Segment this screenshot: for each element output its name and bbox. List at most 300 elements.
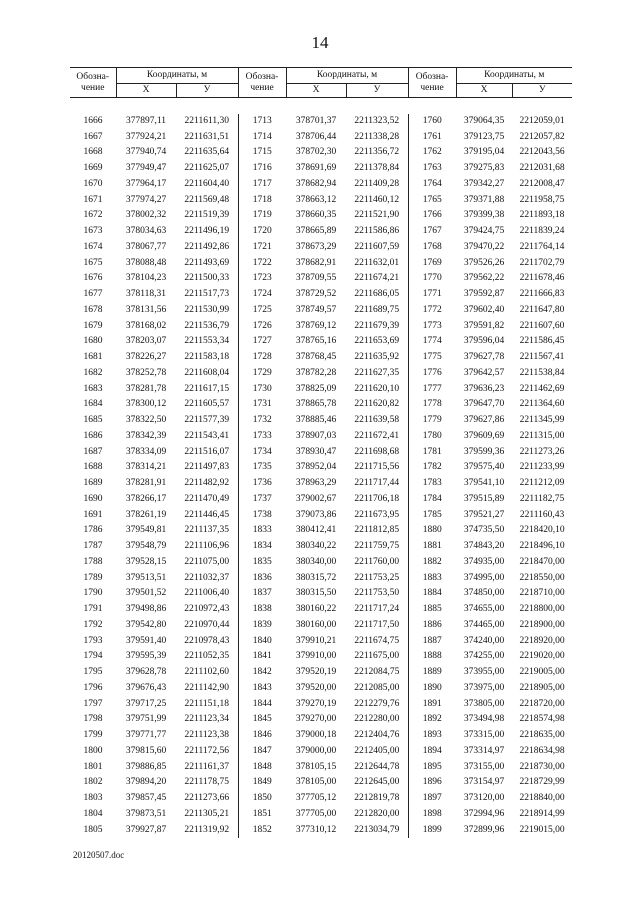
y-value: 2218710,00 — [519, 588, 565, 599]
y-value: 2211409,28 — [354, 178, 400, 189]
table-row — [70, 397, 572, 413]
y-value: 2211470,49 — [184, 493, 230, 504]
x-value: 378782,28 — [295, 367, 337, 378]
x-value: 373955,00 — [463, 667, 505, 677]
y-value: 2211536,79 — [184, 320, 230, 331]
x-value: 378963,29 — [295, 478, 337, 488]
y-value: 2211530,99 — [184, 304, 230, 315]
y-value: 2211620,10 — [354, 383, 400, 394]
table-row — [70, 114, 572, 130]
point-id: 1736 — [238, 476, 286, 492]
point-id: 1674 — [83, 241, 103, 252]
x-value: 378088,48 — [125, 257, 167, 268]
y-value: 2212280,00 — [354, 714, 400, 725]
point-id: 1771 — [408, 287, 456, 303]
table-row — [70, 460, 572, 476]
point-id: 1833 — [238, 523, 286, 539]
point-id: 1802 — [83, 777, 103, 788]
x-value: 379513,51 — [125, 572, 167, 583]
x-value: 378261,19 — [125, 509, 167, 520]
table-row — [70, 665, 572, 681]
x-value: 379528,15 — [125, 556, 167, 567]
x-value: 377310,12 — [295, 824, 337, 835]
x-value: 378314,21 — [125, 462, 167, 473]
y-value: 2211702,79 — [519, 257, 565, 268]
y-value: 2212404,76 — [354, 730, 400, 740]
x-value: 379342,27 — [463, 178, 505, 189]
x-value: 379609,69 — [463, 430, 505, 441]
x-value: 378665,89 — [295, 226, 337, 236]
x-value: 378118,31 — [125, 289, 167, 299]
y-value: 2211715,56 — [354, 462, 400, 473]
x-value: 377964,17 — [125, 178, 167, 189]
point-id: 1783 — [408, 476, 456, 492]
point-id: 1839 — [238, 618, 286, 634]
table-row — [70, 744, 572, 760]
y-value: 2211102,60 — [184, 667, 229, 677]
y-value: 2211627,35 — [354, 367, 400, 378]
x-value: 373154,97 — [463, 777, 505, 788]
x-value: 379526,26 — [463, 257, 505, 268]
point-id: 1678 — [83, 304, 103, 315]
point-id: 1686 — [83, 430, 103, 441]
point-id: 1722 — [238, 256, 286, 272]
x-value: 373315,00 — [463, 730, 505, 740]
x-value: 379470,22 — [463, 241, 505, 252]
x-value: 378168,02 — [125, 320, 167, 331]
x-value: 378930,47 — [295, 446, 337, 457]
point-id: 1714 — [238, 130, 286, 146]
x-value: 378034,63 — [125, 226, 167, 236]
table-row — [70, 130, 572, 146]
y-value: 2211273,26 — [519, 446, 565, 457]
y-value: 2211675,00 — [354, 651, 400, 662]
point-id: 1791 — [83, 604, 103, 614]
x-value: 379520,19 — [295, 667, 337, 677]
y-value: 2211182,75 — [519, 493, 565, 504]
point-id: 1888 — [408, 649, 456, 665]
x-value: 379886,85 — [125, 761, 167, 772]
point-id: 1737 — [238, 492, 286, 508]
point-id: 1895 — [408, 760, 456, 776]
table-row — [70, 649, 572, 665]
y-value: 2211686,05 — [354, 289, 400, 299]
table-row — [70, 256, 572, 272]
y-value: 2211958,75 — [519, 194, 565, 205]
table-row — [70, 382, 572, 398]
x-value: 378322,50 — [125, 415, 167, 425]
point-id: 1787 — [83, 541, 103, 551]
y-value: 2212644,78 — [354, 761, 400, 772]
y-value: 2211679,39 — [354, 320, 400, 331]
y-value: 2212008,47 — [519, 178, 565, 189]
x-value: 377949,47 — [125, 163, 167, 173]
point-id: 1843 — [238, 681, 286, 697]
x-value: 379399,38 — [463, 210, 505, 221]
x-value: 378067,77 — [125, 241, 167, 252]
y-value: 2211123,38 — [184, 730, 229, 740]
point-id: 1837 — [238, 586, 286, 602]
point-id: 1788 — [83, 556, 103, 567]
point-id: 1789 — [83, 572, 103, 583]
table-row — [70, 413, 572, 429]
y-value: 2211617,15 — [184, 383, 230, 394]
x-value: 379275,83 — [463, 163, 505, 173]
y-value: 2211689,75 — [354, 304, 400, 315]
y-value: 2211839,24 — [519, 226, 565, 236]
x-value: 378765,16 — [295, 336, 337, 347]
x-value: 377897,11 — [125, 115, 167, 126]
table-row — [70, 350, 572, 366]
table-row — [70, 728, 572, 744]
x-value: 379873,51 — [125, 808, 167, 819]
point-id: 1729 — [238, 366, 286, 382]
x-value: 378673,29 — [295, 241, 337, 252]
x-value: 374465,00 — [463, 619, 505, 630]
point-id: 1691 — [83, 509, 103, 520]
point-id: 1716 — [238, 161, 286, 177]
x-value: 378334,09 — [125, 446, 167, 457]
y-value: 2211123,34 — [184, 714, 229, 725]
y-value: 2211577,39 — [184, 415, 230, 425]
x-value: 380160,22 — [295, 604, 337, 614]
y-value: 2211492,86 — [184, 241, 230, 252]
y-value: 2211673,95 — [354, 509, 400, 520]
y-value: 2213034,79 — [354, 824, 400, 835]
y-value: 2211446,45 — [184, 509, 230, 520]
table-row — [70, 712, 572, 728]
y-value: 2211672,41 — [354, 430, 400, 441]
y-value: 2211647,80 — [519, 304, 565, 315]
point-id: 1841 — [238, 649, 286, 665]
point-id: 1897 — [408, 791, 456, 807]
x-value: 378105,15 — [295, 761, 337, 772]
point-id: 1885 — [408, 602, 456, 618]
table-row — [70, 193, 572, 209]
point-id: 1798 — [83, 714, 103, 725]
y-value: 2211586,86 — [354, 226, 400, 236]
point-id: 1776 — [408, 366, 456, 382]
x-value: 373120,00 — [463, 793, 505, 803]
x-value: 379642,57 — [463, 367, 505, 378]
y-value: 2211538,84 — [519, 367, 565, 378]
x-value: 377705,12 — [295, 793, 337, 803]
y-value: 2211611,30 — [184, 115, 229, 126]
x-value: 379371,88 — [463, 194, 505, 205]
x-value: 379000,00 — [295, 745, 337, 756]
point-id: 1688 — [83, 462, 103, 473]
y-header-2: У — [346, 84, 408, 98]
x-value: 379270,00 — [295, 714, 337, 725]
x-value: 379548,79 — [125, 541, 167, 551]
y-value: 2211519,39 — [184, 210, 230, 221]
designation-header-3: Обозна- чение — [408, 68, 456, 98]
y-value: 2211764,14 — [519, 241, 565, 252]
designation-header-2: Обозна- чение — [238, 68, 286, 98]
y-value: 2211106,96 — [184, 541, 229, 551]
y-value: 2211233,99 — [519, 462, 565, 473]
y-value: 2211698,68 — [354, 446, 400, 457]
y-value: 2211006,40 — [184, 588, 230, 599]
x-value: 379575,40 — [463, 462, 505, 473]
x-value: 374843,20 — [463, 541, 505, 551]
point-id: 1735 — [238, 460, 286, 476]
point-id: 1715 — [238, 145, 286, 161]
point-id: 1780 — [408, 429, 456, 445]
table-row — [70, 492, 572, 508]
point-id: 1734 — [238, 445, 286, 461]
point-id: 1899 — [408, 823, 456, 839]
y-value: 2218905,00 — [519, 682, 565, 693]
table-row — [70, 161, 572, 177]
point-id: 1842 — [238, 665, 286, 681]
point-id: 1785 — [408, 508, 456, 524]
y-value: 2212279,76 — [354, 698, 400, 709]
point-id: 1763 — [408, 161, 456, 177]
point-id: 1884 — [408, 586, 456, 602]
y-value: 2212405,00 — [354, 745, 400, 756]
y-value: 2218920,00 — [519, 635, 565, 646]
x-value: 379815,60 — [125, 745, 167, 756]
y-value: 2211586,45 — [519, 336, 565, 347]
y-value: 2218800,00 — [519, 604, 565, 614]
y-value: 2212043,56 — [519, 147, 565, 158]
point-id: 1800 — [83, 745, 103, 756]
point-id: 1769 — [408, 256, 456, 272]
y-value: 2211569,48 — [184, 194, 230, 205]
point-id: 1891 — [408, 697, 456, 713]
x-value: 380315,50 — [295, 588, 337, 599]
point-id: 1845 — [238, 712, 286, 728]
x-value: 379751,99 — [125, 714, 167, 725]
y-value: 2211172,56 — [184, 745, 229, 756]
point-id: 1768 — [408, 240, 456, 256]
y-value: 2211608,04 — [184, 367, 230, 378]
x-value: 378769,12 — [295, 320, 337, 331]
point-id: 1782 — [408, 460, 456, 476]
point-id: 1881 — [408, 539, 456, 555]
y-header-1: У — [176, 84, 238, 98]
table-row — [70, 177, 572, 193]
y-value: 2218635,00 — [519, 730, 565, 740]
y-value: 2218730,00 — [519, 761, 565, 772]
x-value: 378660,35 — [295, 210, 337, 221]
y-value: 2211759,75 — [354, 541, 400, 551]
y-value: 2211364,60 — [519, 399, 565, 410]
x-value: 379591,40 — [125, 635, 167, 646]
point-id: 1894 — [408, 744, 456, 760]
x-value: 378952,04 — [295, 462, 337, 473]
point-id: 1720 — [238, 224, 286, 240]
x-value: 378825,09 — [295, 383, 337, 394]
x-value: 379002,67 — [295, 493, 337, 504]
point-id: 1671 — [83, 194, 103, 205]
table-row — [70, 429, 572, 445]
y-value: 2211717,44 — [354, 478, 400, 488]
x-value: 380315,72 — [295, 572, 337, 583]
table-row — [70, 634, 572, 650]
y-value: 2211356,72 — [354, 147, 400, 158]
y-value: 2211753,50 — [354, 588, 400, 599]
table-row — [70, 602, 572, 618]
x-value: 379270,19 — [295, 698, 337, 709]
y-value: 2211553,34 — [184, 336, 230, 347]
x-value: 379195,04 — [463, 147, 505, 158]
y-value: 2211674,75 — [354, 635, 400, 646]
table-row — [70, 319, 572, 335]
point-id: 1847 — [238, 744, 286, 760]
x-value: 379520,00 — [295, 682, 337, 693]
page-number: 14 — [311, 33, 329, 52]
point-id: 1835 — [238, 555, 286, 571]
table-row — [70, 760, 572, 776]
y-value: 2211151,18 — [184, 698, 229, 709]
point-id: 1774 — [408, 334, 456, 350]
x-value: 378682,94 — [295, 178, 337, 189]
x-value: 378709,55 — [295, 273, 337, 284]
y-value: 2211567,41 — [519, 352, 565, 362]
point-id: 1778 — [408, 397, 456, 413]
x-value: 379515,89 — [463, 493, 505, 504]
x-value: 380340,22 — [295, 541, 337, 551]
table-row — [70, 508, 572, 524]
x-value: 378104,23 — [125, 273, 167, 284]
point-id: 1840 — [238, 634, 286, 650]
table-row — [70, 571, 572, 587]
table-row — [70, 476, 572, 492]
table-row — [70, 539, 572, 555]
y-value: 2211378,84 — [354, 163, 400, 173]
x-value: 378885,46 — [295, 415, 337, 425]
y-value: 2211032,37 — [184, 572, 230, 583]
x-value: 373805,00 — [463, 698, 505, 709]
point-id: 1779 — [408, 413, 456, 429]
point-id: 1770 — [408, 271, 456, 287]
point-id: 1801 — [83, 761, 103, 772]
x-value: 379602,40 — [463, 304, 505, 315]
x-value: 379549,81 — [125, 525, 167, 536]
x-value: 378266,17 — [125, 493, 167, 504]
point-id: 1725 — [238, 303, 286, 319]
point-id: 1687 — [83, 446, 103, 457]
point-id: 1893 — [408, 728, 456, 744]
x-value: 372994,96 — [463, 808, 505, 819]
y-value: 2218420,10 — [519, 525, 565, 536]
x-value: 379064,35 — [463, 115, 505, 126]
point-id: 1727 — [238, 334, 286, 350]
point-id: 1793 — [83, 635, 103, 646]
point-id: 1738 — [238, 508, 286, 524]
table-row — [70, 775, 572, 791]
y-value: 2212645,00 — [354, 777, 400, 788]
table-row — [70, 145, 572, 161]
y-value: 2211604,40 — [184, 178, 230, 189]
point-id: 1765 — [408, 193, 456, 209]
y-value: 2211161,37 — [184, 761, 229, 772]
y-value: 2218574,98 — [519, 714, 565, 725]
point-id: 1669 — [83, 163, 103, 173]
x-value: 378729,52 — [295, 289, 337, 299]
x-value: 379123,75 — [463, 131, 505, 142]
x-value: 379636,23 — [463, 383, 505, 394]
x-value: 379498,86 — [125, 604, 167, 614]
x-value: 377940,74 — [125, 147, 167, 158]
y-value: 2212084,75 — [354, 667, 400, 677]
x-value: 379627,78 — [463, 352, 505, 362]
x-value: 378907,03 — [295, 430, 337, 441]
x-header-3: X — [456, 84, 512, 98]
x-value: 379521,27 — [463, 509, 505, 520]
point-id: 1848 — [238, 760, 286, 776]
x-value: 380412,41 — [295, 525, 337, 536]
point-id: 1803 — [83, 793, 103, 803]
x-value: 378226,27 — [125, 352, 167, 362]
x-value: 378281,91 — [125, 478, 167, 488]
x-value: 379000,18 — [295, 730, 337, 740]
point-id: 1670 — [83, 178, 103, 189]
x-value: 379562,22 — [463, 273, 505, 284]
table-row — [70, 224, 572, 240]
point-id: 1898 — [408, 807, 456, 823]
point-id: 1717 — [238, 177, 286, 193]
point-id: 1731 — [238, 397, 286, 413]
point-id: 1781 — [408, 445, 456, 461]
x-value: 379595,39 — [125, 651, 167, 662]
y-value: 2210970,44 — [184, 619, 230, 630]
y-value: 2211678,46 — [519, 273, 565, 284]
y-value: 2211315,00 — [519, 430, 565, 441]
x-value: 380340,00 — [295, 556, 337, 567]
point-id: 1784 — [408, 492, 456, 508]
point-id: 1834 — [238, 539, 286, 555]
y-value: 2211543,41 — [184, 430, 230, 441]
y-value: 2211516,07 — [184, 446, 230, 457]
y-value: 2219005,00 — [519, 667, 565, 677]
y-value: 2211319,92 — [184, 824, 230, 835]
coordinates-header-1: Координаты, м — [116, 68, 238, 84]
coordinates-table-body — [70, 98, 572, 839]
y-value: 2218729,99 — [519, 777, 565, 788]
point-id: 1846 — [238, 728, 286, 744]
y-value: 2211653,69 — [354, 336, 400, 347]
y-value: 2218470,00 — [519, 556, 565, 567]
y-value: 2218550,00 — [519, 572, 565, 583]
x-value: 379857,45 — [125, 793, 167, 803]
x-value: 379771,77 — [125, 730, 167, 740]
point-id: 1889 — [408, 665, 456, 681]
point-id: 1883 — [408, 571, 456, 587]
y-value: 2211717,24 — [354, 604, 400, 614]
point-id: 1777 — [408, 382, 456, 398]
x-value: 377974,27 — [125, 194, 167, 205]
x-value: 379592,87 — [463, 289, 505, 299]
table-row — [70, 807, 572, 823]
point-id: 1880 — [408, 523, 456, 539]
x-value: 378131,56 — [125, 304, 167, 315]
point-id: 1672 — [83, 210, 103, 221]
x-value: 379424,75 — [463, 226, 505, 236]
y-value: 2211812,85 — [354, 525, 400, 536]
y-header-3: У — [512, 84, 572, 98]
y-value: 2212085,00 — [354, 682, 400, 693]
x-value: 378300,12 — [125, 399, 167, 410]
y-value: 2211462,69 — [519, 383, 565, 394]
y-value: 2211496,19 — [184, 226, 230, 236]
y-value: 2211178,75 — [184, 777, 229, 788]
y-value: 2211460,12 — [354, 194, 400, 205]
y-value: 2211323,52 — [354, 115, 400, 126]
x-value: 378706,44 — [295, 131, 337, 142]
